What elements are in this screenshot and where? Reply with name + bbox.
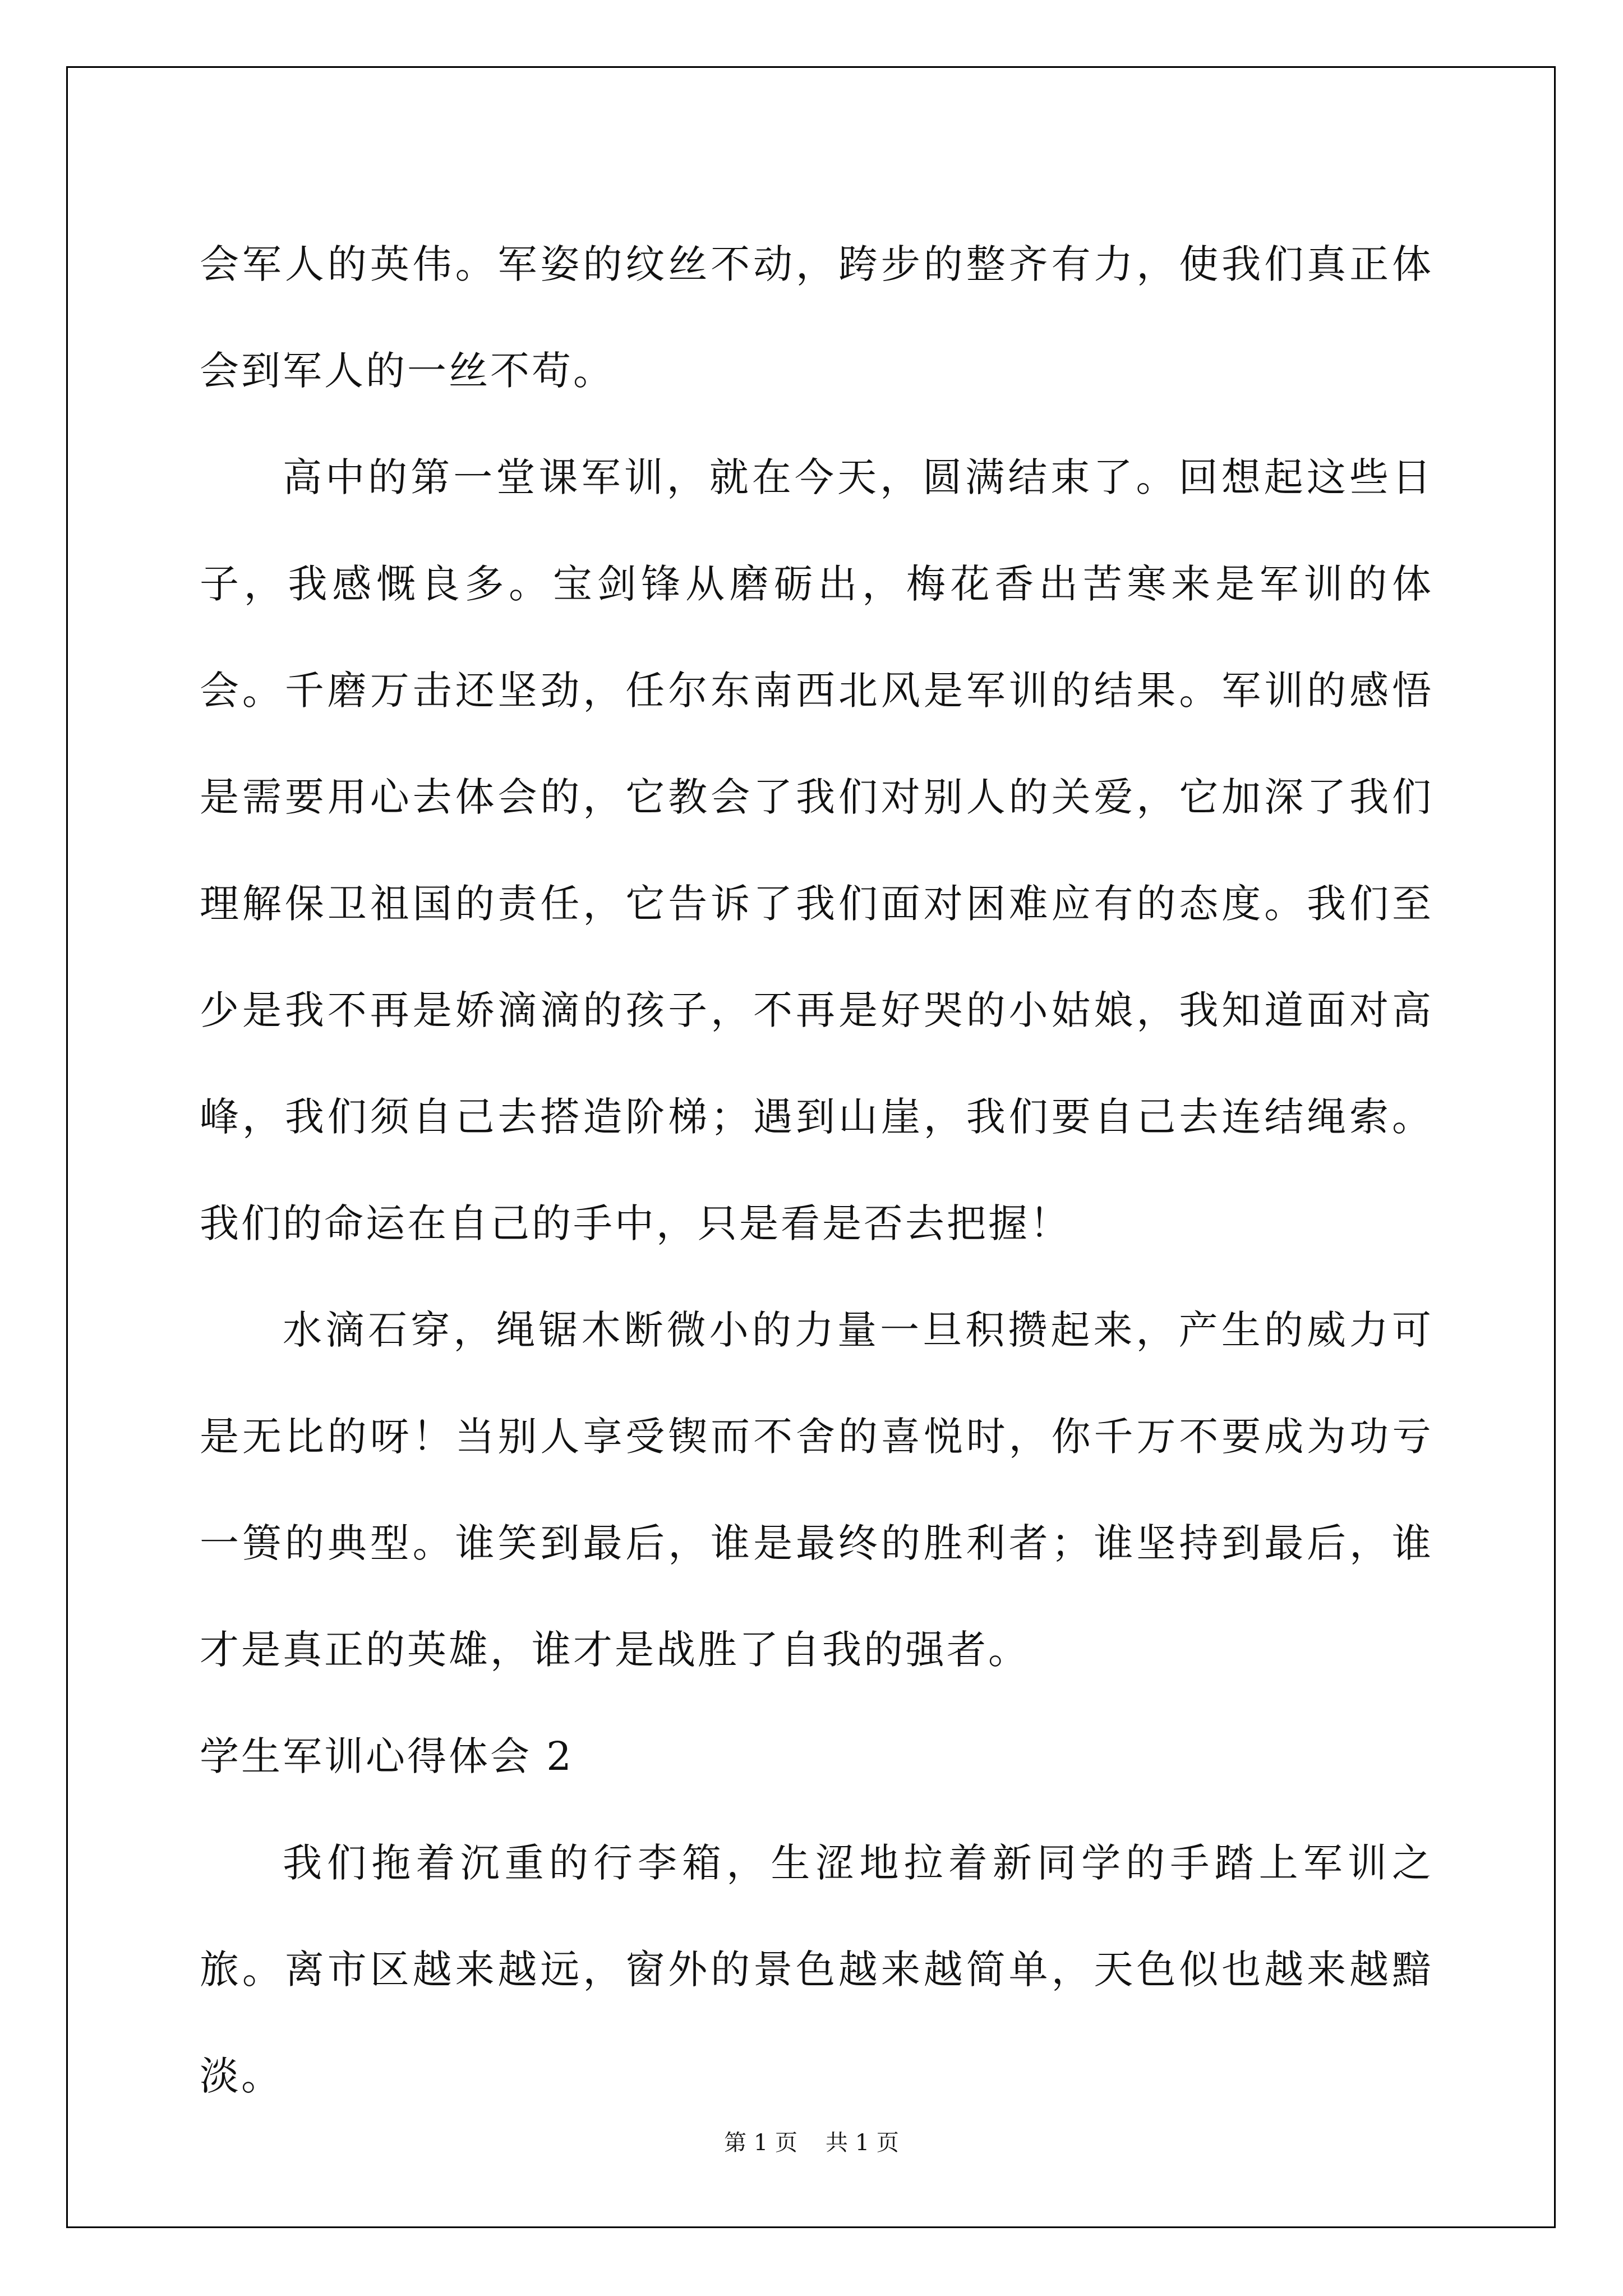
document-body [200, 211, 1433, 2129]
paragraph-1: 会军人的英伟。军姿的纹丝不动，跨步的整齐有力，使我们真正体会到军人的一丝不苟。 [200, 241, 1433, 394]
page-number: 第 1 页 [724, 2130, 797, 2156]
paragraph-4: 我们拖着沉重的行李箱，生涩地拉着新同学的手踏上军训之旅。离市区越来越远，窗外的景色越来越简单，天色似也越来越黯淡。 [200, 1840, 1433, 2099]
paragraph-2: 高中的第一堂课军训，就在今天，圆满结束了。回想起这些日子，我感慨良多。宝剑锋从磨砺出，梅花香出苦寒来是军训的体会。千磨万击还坚劲，任尔东南西北风是军训的结果。军训的感悟是需要用心去体会的，它教会了我们对别人的关爱，它加深了我们理解保卫祖国的责任，它告诉了我们面对困难应有的态度。我们至少是我不再是娇滴滴的孩子，不再是好哭的小姑娘，我知道面对高峰，我们须自己去搭造阶梯；遇到山崖，我们要自己去连结绳索。我们的命运在自己的手中，只是看是否去把握！ [200, 454, 1433, 1246]
page-footer [0, 2126, 1623, 2160]
section-heading: 学生军训心得体会 2 [200, 1733, 574, 1779]
paragraph-3: 水滴石穿，绳锯木断微小的力量一旦积攒起来，产生的威力可是无比的呀！当别人享受锲而不舍的喜悦时，你千万不要成为功亏一篑的典型。谁笑到最后，谁是最终的胜利者；谁坚持到最后，谁才是真正的英雄，谁才是战胜了自我的强者。 [200, 1307, 1433, 1673]
page-total: 共 1 页 [826, 2130, 899, 2156]
